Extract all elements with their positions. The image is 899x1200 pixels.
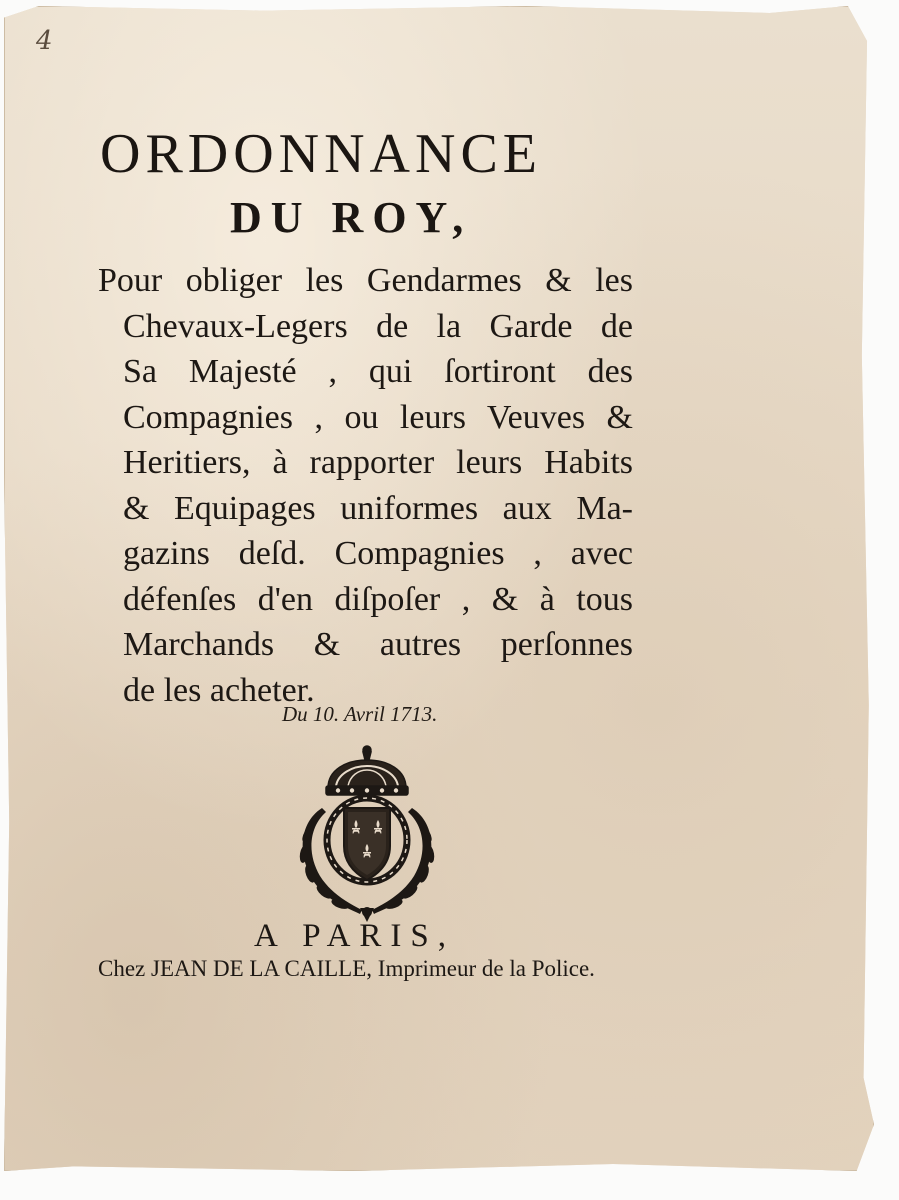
body-line: Heritiers, à rapporter leurs Habits — [123, 444, 633, 481]
body-line: Pour obliger les Gendarmes & les — [98, 262, 633, 299]
body-line: gazins deſd. Compagnies , avec — [123, 535, 633, 572]
ordinance-date: Du 10. Avril 1713. — [282, 702, 438, 726]
handwritten-corner-mark: 4 — [36, 26, 53, 56]
body-line: Chevaux-Legers de la Garde de — [123, 307, 633, 345]
royal-coat-of-arms-icon — [288, 742, 446, 922]
printer-imprint: Chez JEAN DE LA CAILLE, Imprimeur de la Police. — [98, 956, 595, 981]
ordinance-body — [98, 258, 633, 713]
body-line: de les acheter. — [123, 671, 315, 709]
body-line: Compagnies , ou leurs Veuves & — [123, 398, 633, 436]
document-subtitle: DU ROY, — [230, 193, 473, 242]
body-line: Marchands & autres perſonnes — [123, 626, 633, 663]
print-location: A PARIS, — [254, 918, 456, 954]
body-line: & Equipages uniformes aux Ma- — [123, 489, 633, 527]
body-line: Sa Majesté , qui ſortiront des — [123, 353, 633, 390]
body-line: défenſes d'en diſpoſer , & à tous — [123, 580, 633, 618]
document-title: ORDONNANCE — [100, 123, 542, 185]
